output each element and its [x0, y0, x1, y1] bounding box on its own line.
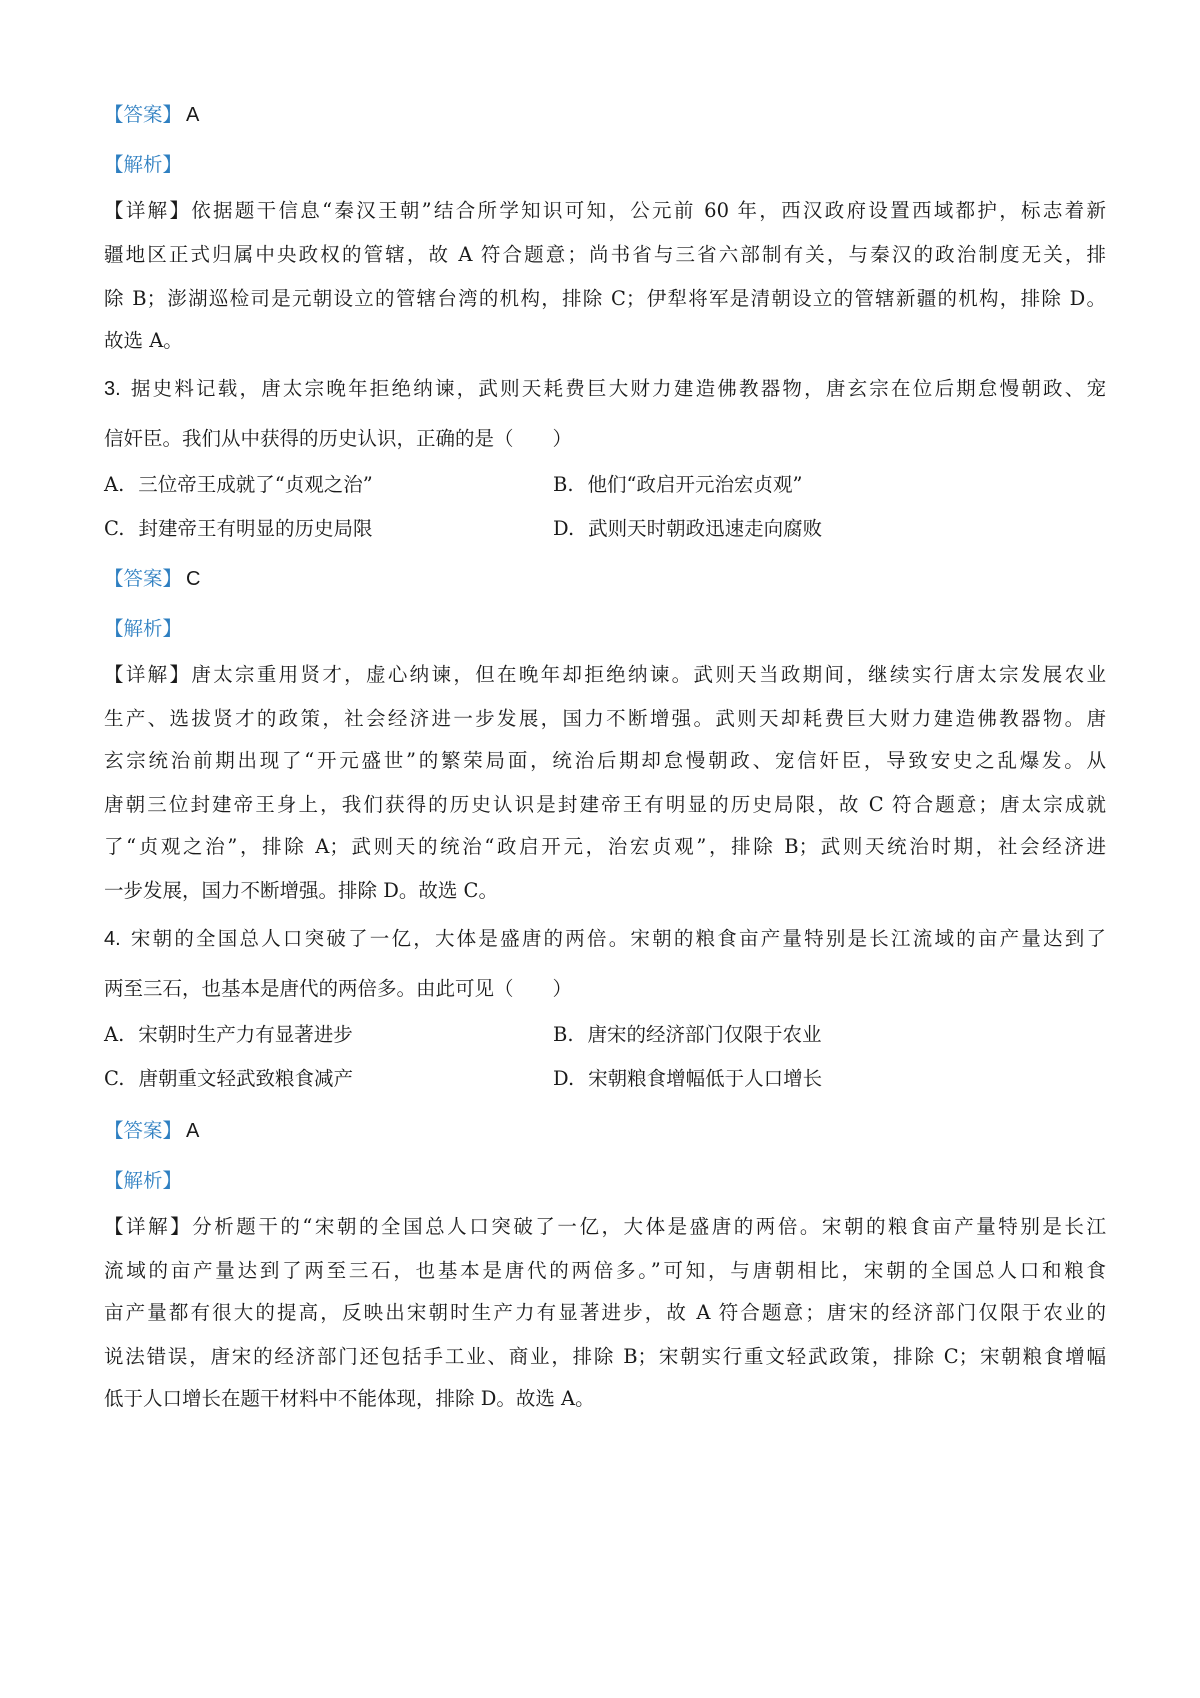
- detail-text: 依据题干信息“秦汉王朝”结合所学知识可知，公元前 60 年，西汉政府设置西域都护，标志着新: [191, 199, 1106, 222]
- option-letter: B.: [553, 473, 574, 496]
- question-text: 据史料记载，唐太宗晚年拒绝纳谏，武则天耗费巨大财力建造佛教器物，唐玄宗在位后期怠慢朝政、宠: [128, 377, 1106, 400]
- analysis-label: 解析: [123, 153, 163, 176]
- bracket-right: 】: [162, 617, 183, 640]
- question-stem: 两至三石，也基本是唐代的两倍多。由此可见（ ）: [104, 977, 573, 1000]
- option-a: [104, 470, 373, 500]
- answer-value: C: [186, 568, 201, 590]
- answer-line: [104, 100, 1106, 130]
- detail-line: 故选 A。: [104, 329, 183, 352]
- option-c: [104, 514, 372, 544]
- answer-label: 答案: [123, 567, 163, 590]
- option-b: [553, 1020, 822, 1050]
- option-a: [104, 1020, 353, 1050]
- question-stem: 信奸臣。我们从中获得的历史认识，正确的是（ ）: [104, 427, 573, 450]
- detail-line: 唐朝三位封建帝王身上，我们获得的历史认识是封建帝王有明显的历史局限，故 C 符合题意；唐太宗成就: [104, 793, 1106, 816]
- analysis-label: 解析: [123, 1169, 163, 1192]
- detail-line: 玄宗统治前期出现了“开元盛世”的繁荣局面，统治后期却怠慢朝政、宠信奸臣，导致安史之乱爆发。从: [104, 749, 1106, 772]
- option-b: [553, 470, 802, 500]
- question-number: 4.: [104, 928, 121, 950]
- question-stem: [104, 374, 1106, 404]
- analysis-line: [104, 150, 1106, 180]
- detail-label-prefix: 【: [104, 663, 126, 686]
- detail-line: 低于人口增长在题干材料中不能体现，排除 D。故选 A。: [104, 1387, 595, 1410]
- option-text: 唐宋的经济部门仅限于农业: [587, 1023, 822, 1046]
- bracket-left: 【: [104, 1119, 124, 1142]
- detail-text: 唐太宗重用贤才，虚心纳谏，但在晚年却拒绝纳谏。武则天当政期间，继续实行唐太宗发展农业: [191, 663, 1106, 686]
- detail-label: 详解: [126, 1215, 171, 1238]
- bracket-right: 】: [162, 1119, 183, 1142]
- option-text: 他们“政启开元治宏贞观”: [587, 473, 803, 496]
- option-letter: D.: [553, 517, 575, 540]
- detail-label-prefix: 【: [104, 199, 126, 222]
- detail-line: 除 B；澎湖巡检司是元朝设立的管辖台湾的机构，排除 C；伊犁将军是清朝设立的管辖新疆的机构，排除 D。: [104, 287, 1106, 310]
- detail-line: [104, 660, 1106, 690]
- analysis-line: [104, 614, 1106, 644]
- bracket-left: 【: [104, 1169, 124, 1192]
- option-letter: A.: [104, 1023, 125, 1046]
- answer-value: A: [186, 1120, 200, 1142]
- bracket-left: 【: [104, 567, 124, 590]
- bracket-right: 】: [162, 153, 183, 176]
- option-letter: D.: [553, 1067, 575, 1090]
- detail-line: 亩产量都有很大的提高，反映出宋朝时生产力有显著进步，故 A 符合题意；唐宋的经济部门仅限于农业的: [104, 1301, 1106, 1324]
- detail-line: 一步发展，国力不断增强。排除 D。故选 C。: [104, 879, 498, 902]
- question-stem: [104, 924, 1106, 954]
- bracket-left: 【: [104, 617, 124, 640]
- answer-line: [104, 1116, 1106, 1146]
- detail-text: 分析题干的“宋朝的全国总人口突破了一亿，大体是盛唐的两倍。宋朝的粮食亩产量特别是长江: [192, 1215, 1106, 1238]
- bracket-right: 】: [162, 103, 183, 126]
- bracket-right: 】: [162, 1169, 183, 1192]
- answer-value: A: [186, 104, 200, 126]
- bracket-left: 【: [104, 153, 124, 176]
- answer-label: 答案: [123, 103, 163, 126]
- option-letter: C.: [104, 1067, 125, 1090]
- detail-line: [104, 1212, 1106, 1242]
- analysis-line: [104, 1166, 1106, 1196]
- answer-line: [104, 564, 1106, 594]
- detail-line: 生产、选拔贤才的政策，社会经济进一步发展，国力不断增强。武则天却耗费巨大财力建造佛教器物。唐: [104, 707, 1106, 730]
- detail-line: 说法错误，唐宋的经济部门还包括手工业、商业，排除 B；宋朝实行重文轻武政策，排除 C；宋朝粮食增幅: [104, 1345, 1106, 1368]
- option-d: [553, 1064, 822, 1094]
- detail-label-suffix: 】: [170, 1215, 193, 1238]
- option-letter: C.: [104, 517, 125, 540]
- option-text: 宋朝粮食增幅低于人口增长: [588, 1067, 823, 1090]
- option-letter: A.: [104, 473, 125, 496]
- detail-label-prefix: 【: [104, 1215, 127, 1238]
- bracket-left: 【: [104, 103, 124, 126]
- answer-label: 答案: [123, 1119, 163, 1142]
- option-text: 唐朝重文轻武致粮食减产: [138, 1067, 353, 1090]
- option-d: [553, 514, 822, 544]
- detail-label-suffix: 】: [169, 663, 192, 686]
- detail-label: 详解: [125, 199, 170, 222]
- option-text: 三位帝王成就了“贞观之治”: [138, 473, 373, 496]
- detail-label-suffix: 】: [169, 199, 192, 222]
- question-number: 3.: [104, 378, 121, 400]
- option-c: [104, 1064, 353, 1094]
- bracket-right: 】: [162, 567, 183, 590]
- option-text: 武则天时朝政迅速走向腐败: [588, 517, 823, 540]
- detail-line: 流域的亩产量达到了两至三石，也基本是唐代的两倍多。”可知，与唐朝相比，宋朝的全国总人口和粮食: [104, 1259, 1106, 1282]
- detail-line: 了“贞观之治”，排除 A；武则天的统治“政启开元，治宏贞观”，排除 B；武则天统治时期，社会经济进: [104, 835, 1106, 858]
- detail-line: [104, 196, 1106, 226]
- option-text: 宋朝时生产力有显著进步: [138, 1023, 353, 1046]
- detail-line: 疆地区正式归属中央政权的管辖，故 A 符合题意；尚书省与三省六部制有关，与秦汉的政治制度无关，排: [104, 243, 1106, 266]
- detail-label: 详解: [125, 663, 170, 686]
- analysis-label: 解析: [123, 617, 163, 640]
- question-text: 宋朝的全国总人口突破了一亿，大体是盛唐的两倍。宋朝的粮食亩产量特别是长江流域的亩产量达到了: [128, 927, 1106, 950]
- option-letter: B.: [553, 1023, 574, 1046]
- option-text: 封建帝王有明显的历史局限: [138, 517, 373, 540]
